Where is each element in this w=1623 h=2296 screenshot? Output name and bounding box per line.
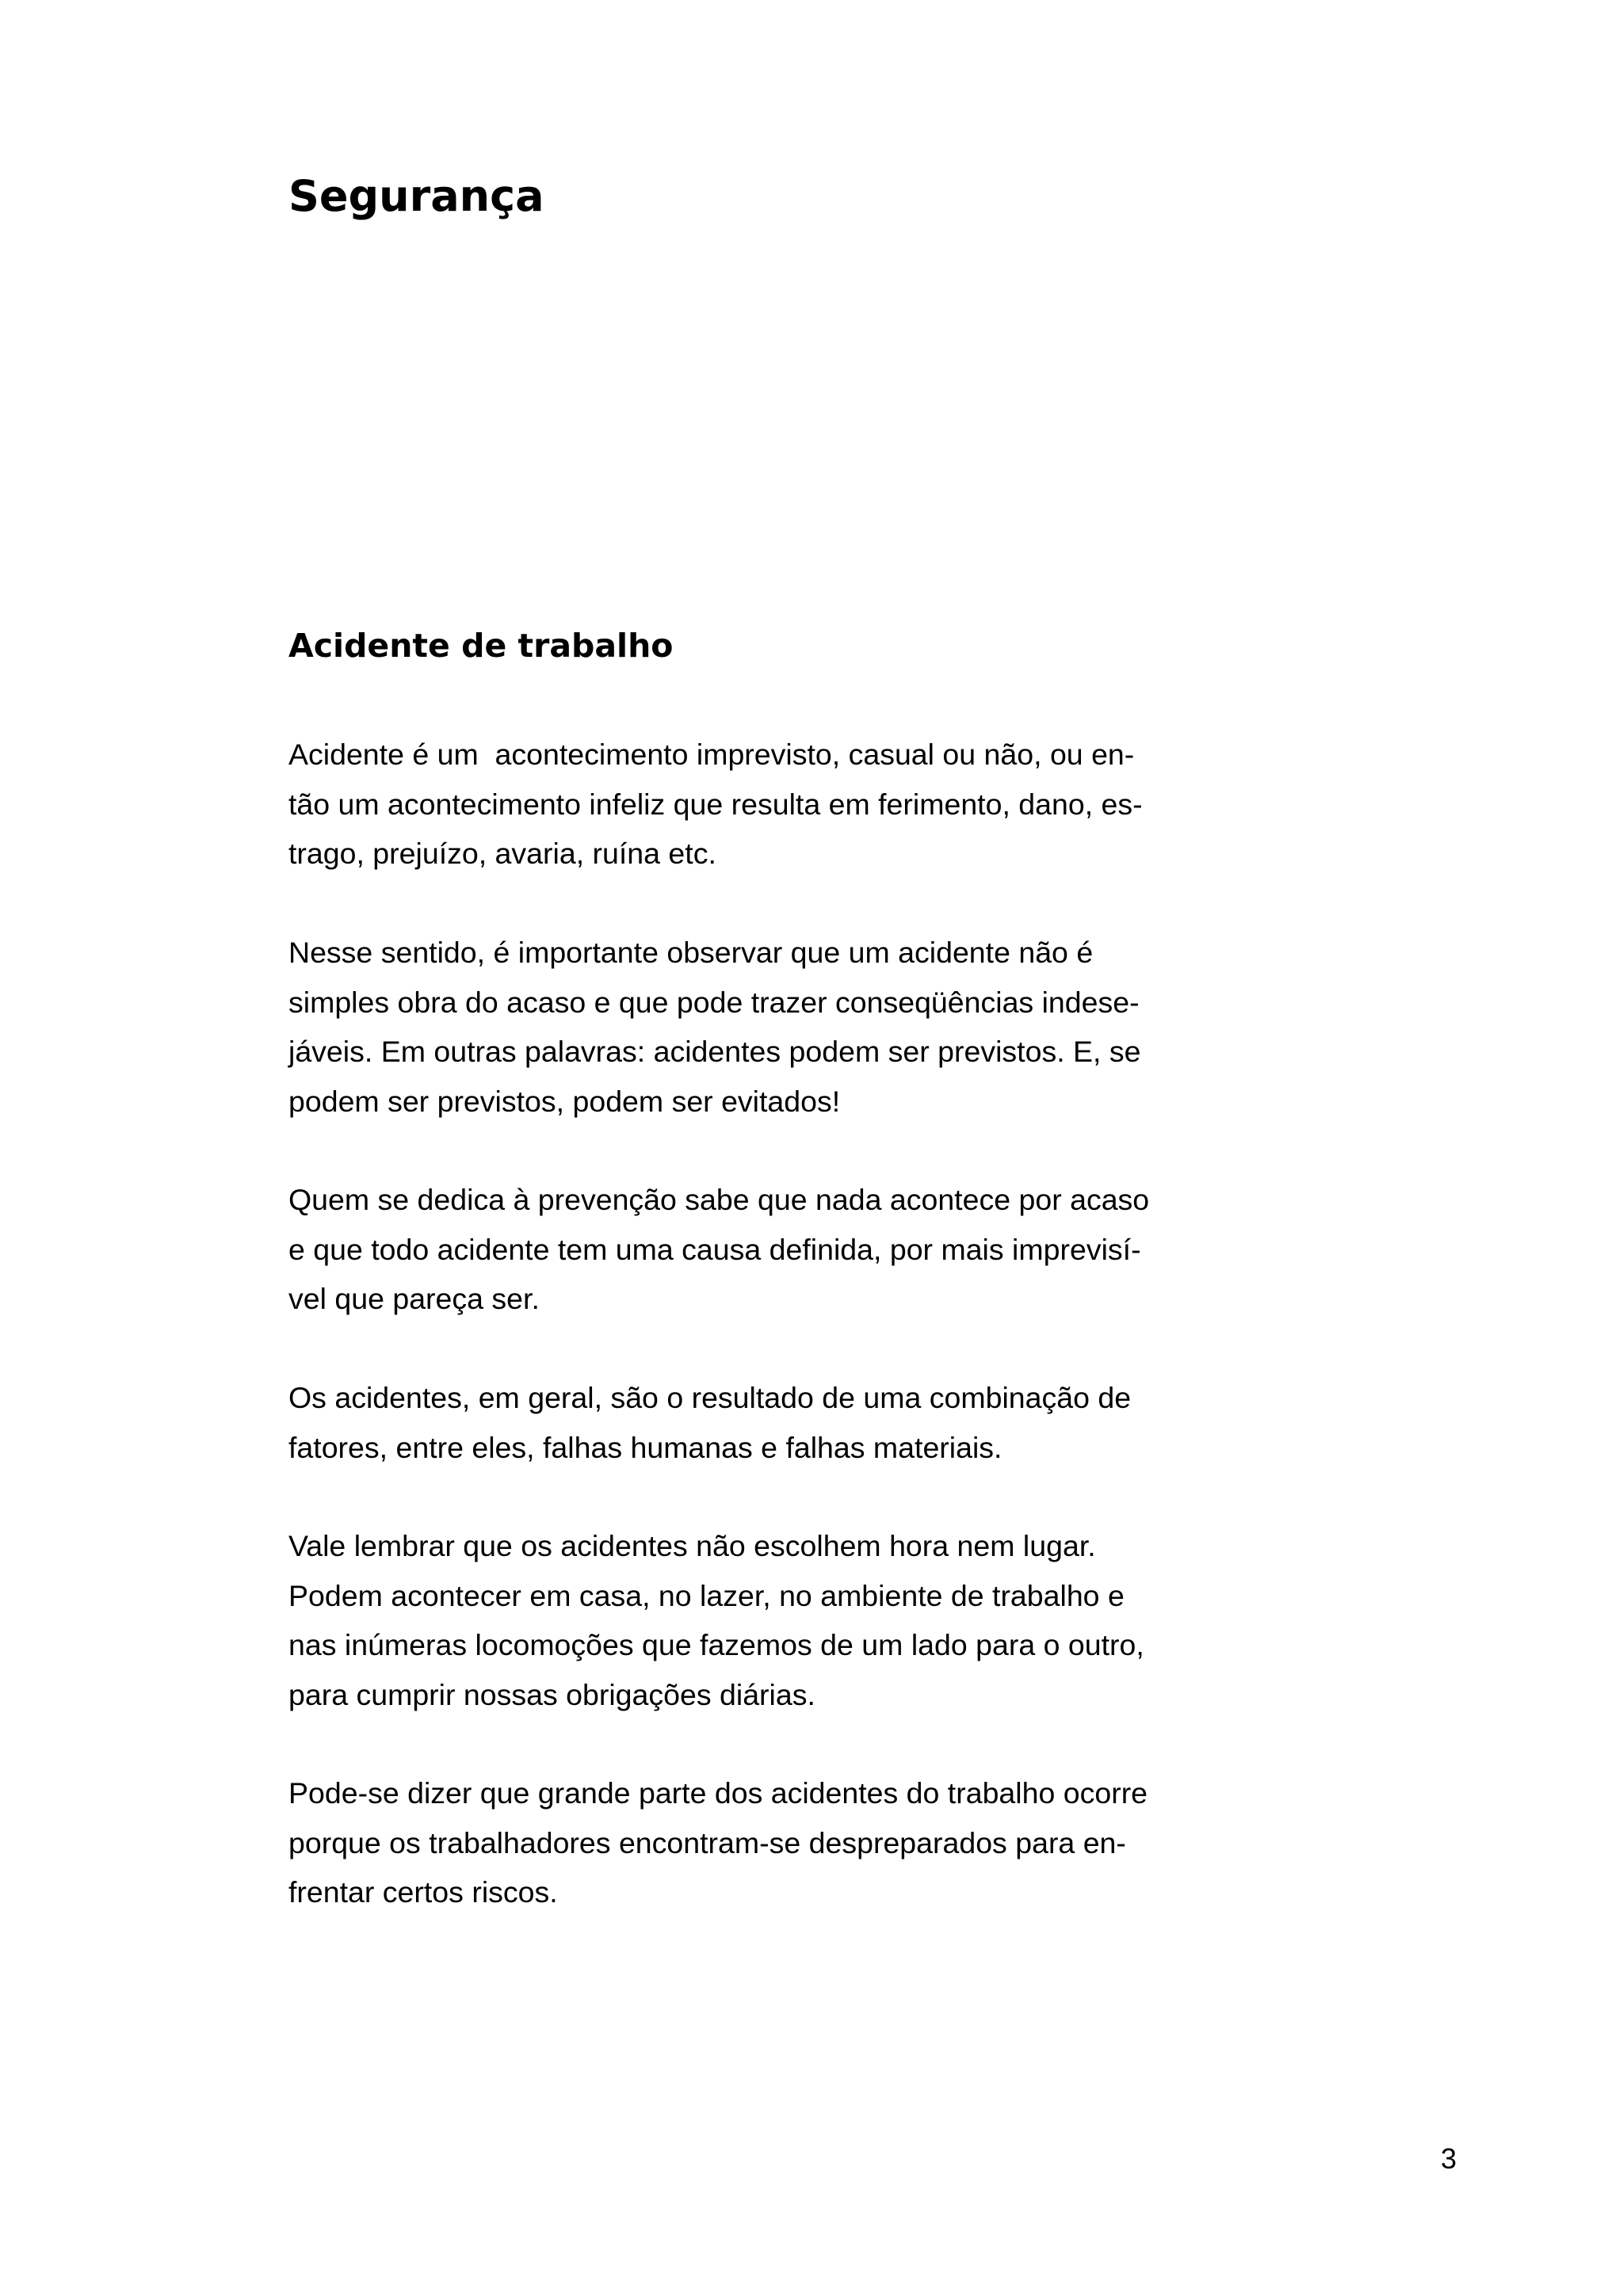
paragraph-line: porque os trabalhadores encontram-se despreparados para en-: [288, 1825, 1126, 1859]
paragraph-line: para cumprir nossas obrigações diárias.: [288, 1677, 815, 1711]
paragraph-line: Os acidentes, em geral, são o resultado de uma combinação de: [288, 1381, 1132, 1414]
paragraph-line: e que todo acidente tem uma causa definida, por mais imprevisí-: [288, 1232, 1141, 1266]
paragraph-2: [288, 928, 1239, 1126]
page-title: Segurança: [288, 171, 544, 221]
paragraph-line: fatores, entre eles, falhas humanas e falhas materiais.: [288, 1430, 1002, 1464]
paragraph-line: frentar certos riscos.: [288, 1875, 558, 1909]
paragraph-line: tão um acontecimento infeliz que resulta em ferimento, dano, es-: [288, 787, 1143, 821]
section-heading: Acidente de trabalho: [288, 627, 674, 665]
paragraph-line: Pode-se dizer que grande parte dos acidentes do trabalho ocorre: [288, 1776, 1148, 1810]
paragraph-line: Nesse sentido, é importante observar que um acidente não é: [288, 936, 1094, 969]
paragraph-5: [288, 1521, 1239, 1719]
paragraph-line: Podem acontecer em casa, no lazer, no ambiente de trabalho e: [288, 1578, 1125, 1612]
paragraph-4: [288, 1373, 1239, 1472]
paragraph-6: [288, 1768, 1239, 1917]
paragraph-line: Vale lembrar que os acidentes não escolhem hora nem lugar.: [288, 1529, 1096, 1562]
paragraph-3: [288, 1175, 1239, 1324]
paragraph-1: [288, 730, 1239, 879]
paragraph-line: podem ser previstos, podem ser evitados!: [288, 1084, 841, 1118]
paragraph-line: nas inúmeras locomoções que fazemos de um lado para o outro,: [288, 1628, 1144, 1661]
paragraph-line: jáveis. Em outras palavras: acidentes podem ser previstos. E, se: [288, 1035, 1141, 1068]
paragraph-line: Quem se dedica à prevenção sabe que nada acontece por acaso: [288, 1183, 1150, 1216]
page-number: 3: [1441, 2142, 1457, 2175]
paragraph-line: trago, prejuízo, avaria, ruína etc.: [288, 837, 716, 870]
paragraph-line: simples obra do acaso e que pode trazer conseqüências indese-: [288, 985, 1140, 1019]
paragraph-line: Acidente é um acontecimento imprevisto, casual ou não, ou en-: [288, 738, 1135, 771]
paragraph-line: vel que pareça ser.: [288, 1282, 540, 1315]
